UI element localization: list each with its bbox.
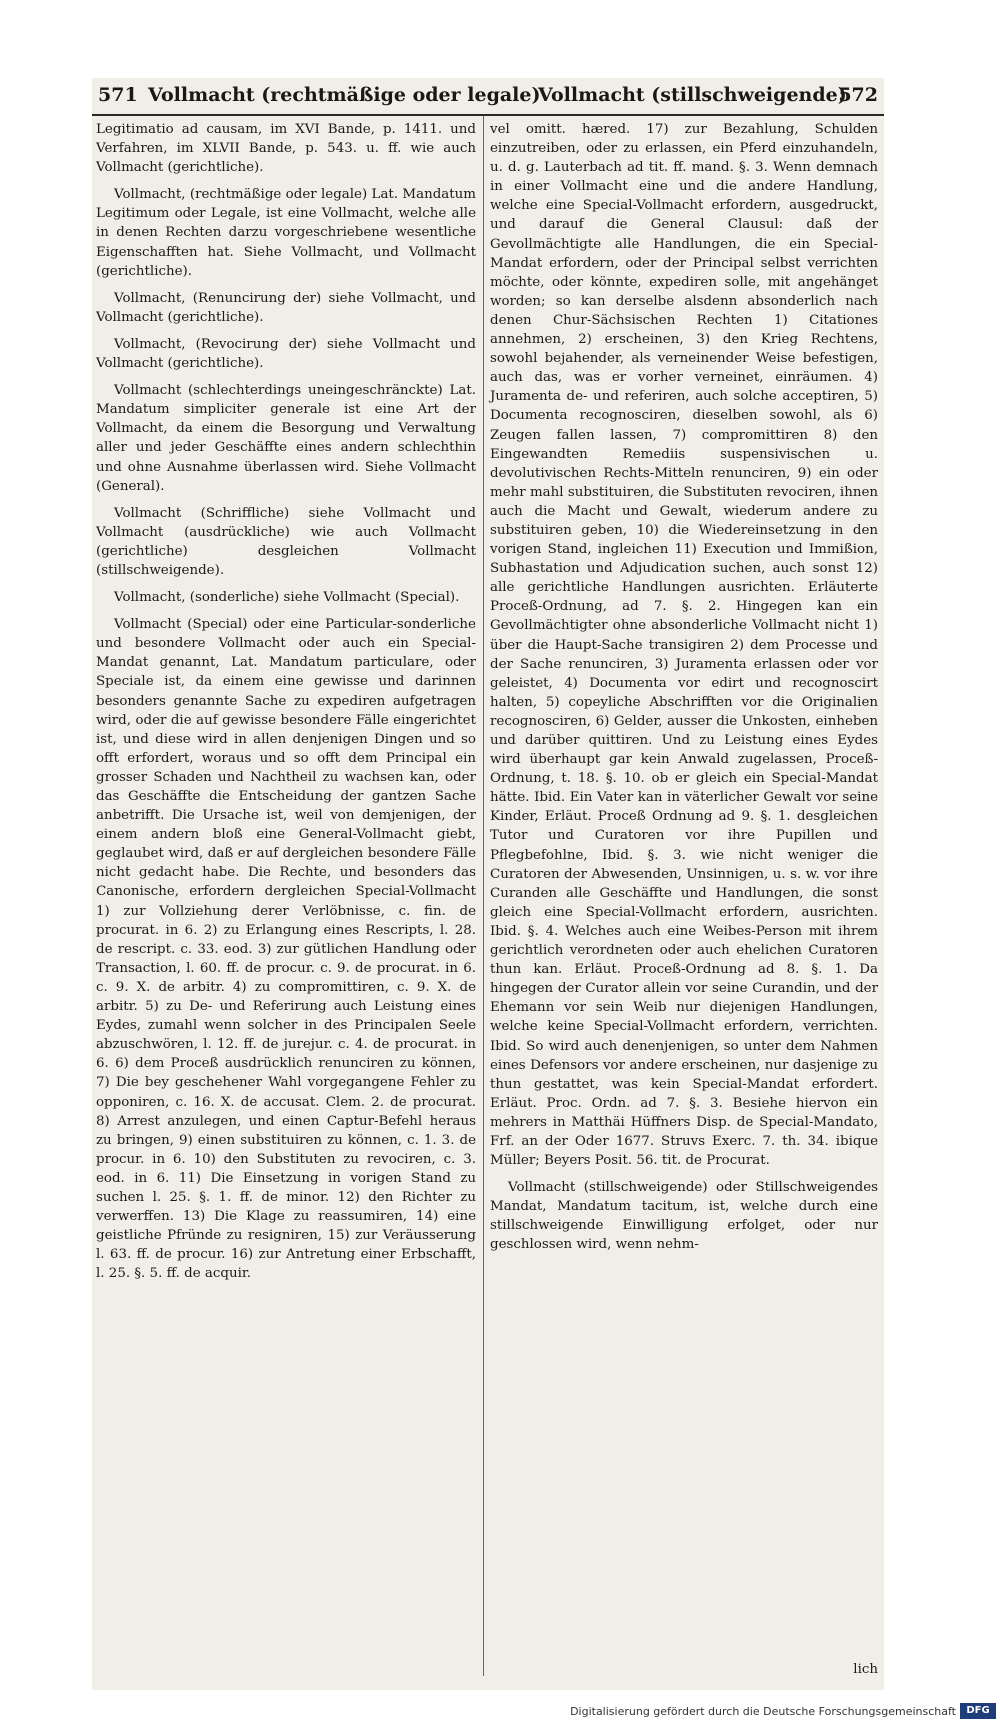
header-rule	[92, 114, 884, 116]
entry-renuncirung: Vollmacht, (Renuncirung der) siehe Vollmacht, und Vollmacht (gerichtliche).	[96, 290, 476, 325]
catchword: lich	[853, 1662, 878, 1677]
entry-sonderliche: Vollmacht, (sonderliche) siehe Vollmacht (Special).	[114, 590, 460, 606]
column-divider	[483, 116, 484, 1676]
right-running-title: Vollmacht (stillschweigende)	[538, 84, 847, 106]
left-running-title: Vollmacht (rechtmäßige oder legale)	[148, 84, 541, 106]
entry-continuation: Legitimatio ad causam, im XVI Bande, p. 1411. und Verfahren, im XLVII Bande, p. 543. u. ff. wie auch Vollmacht (gerichtliche).	[96, 122, 476, 176]
left-page-number: 571	[98, 84, 138, 106]
entry-schriffliche: Vollmacht (Schriffliche) siehe Vollmacht und Vollmacht (ausdrückliche) wie auch Vollmacht (gerichtliche) desgleichen Vollmacht (stillschweigende).	[96, 505, 476, 578]
right-column	[490, 120, 878, 1255]
left-column	[96, 120, 476, 1283]
entry-stillschweigende: Vollmacht (stillschweigende) oder Stillschweigendes Mandat, Mandatum tacitum, ist, welche durch eine stillschweigende Einwilligung erfolget, oder nur geschlossen wird, wenn nehm-	[490, 1180, 878, 1253]
digitization-footer	[0, 1702, 1000, 1722]
footer-credit: Digitalisierung gefördert durch die Deutsche Forschungsgemeinschaft	[570, 1705, 956, 1718]
book-page	[92, 78, 884, 1690]
right-page-number: 572	[838, 84, 878, 106]
entry-revocirung: Vollmacht, (Revocirung der) siehe Vollmacht und Vollmacht (gerichtliche).	[96, 336, 476, 372]
running-header	[92, 78, 884, 114]
entry-special-continued: vel omitt. hæred. 17) zur Bezahlung, Schulden einzutreiben, oder zu erlassen, ein Pferd einzuhandeln, u. d. g. Lauterbach ad tit. ff. mand. §. 3. Wenn demnach in einer Vollmacht eine und die andere Handlung, welche eine Special-Vollmacht erfordern, ausgedruckt, und darauf die General Clausul: daß der Gevollmächtigte alle Handlungen, die ein Special-Mandat erfordern, oder der Principal selbst verrichten möchte, oder könnte, expediren solle, mit angehänget worden; so kan derselbe alsdenn absonderlich nach denen Chur-Sächsischen Rechten 1) Citationes annehmen, 2) erscheinen, 3) den Krieg Rechtens, sowohl bejahender, als verneinender Weise befestigen, auch das, was er vorher verneinet, einräumen. 4) Juramenta de- und referiren, auch solche acceptiren, 5) Documenta recognosciren, dieselben sowohl, als 6) Zeugen fallen lassen, 7) compromittiren 8) den Eingewandten Remediis suspensivischen u. devolutivischen Rechts-Mitteln renunciren, 9) ein oder mehr mahl substituiren, die Substituten revociren, ihnen auch die Macht und Gewalt, wiederum andere zu substituiren geben, 10) die Wiedereinsetzung in den vorigen Stand, ingleichen 11) Execution und Immißion, Subhastation und Adjudication suchen, auch sonst 12) alle gerichtliche Handlungen ausrichten. Erläuterte Proceß-Ordnung, ad 7. §. 2. Hingegen kan ein Gevollmächtigter ohne absonderliche Vollmacht nicht 1) über die Haupt-Sache transigiren 2) dem Processe und der Sache renunciren, 3) Juramenta erlassen oder vor geleistet, 4) Documenta vor edirt und recognoscirt halten, 5) copeyliche Abschrifften vor die Originalien recognosciren, 6) Gelder, ausser die Unkosten, einheben und darüber quittiren. Und zu Leistung eines Eydes wird überhaupt gar kein Anwald zugelassen, Proceß-Ordnung, t. 18. §. 10. ob er gleich ein Special-Mandat hätte. Ibid. Ein Vater kan in väterlicher Gewalt vor seine Kinder, Erläut. Proceß Ordnung ad 9. §. 1. desgleichen Tutor und Curatoren vor ihre Pupillen und Pflegbefohlne, Ibid. §. 3. wie nicht weniger die Curatoren der Abwesenden, Unsinnigen, u. s. w. vor ihre Curanden alle Geschäffte und Handlungen, die sonst gleich eine Special-Vollmacht erfordern, ausrichten. Ibid. §. 4. Welches auch eine Weibes-Person mit ihrem gerichtlich verordneten oder auch ehelichen Curatoren thun kan. Erläut. Proceß-Ordnung ad 8. §. 1. Da hingegen der Curator allein vor seine Curandin, und der Ehemann vor sein Weib nur diejenigen Handlungen, welche keine Special-Vollmacht erfordern, verrichten. Ibid. So wird auch denenjenigen, so unter dem Nahmen eines Defensors vor andere erscheinen, nur dasjenige zu thun gestattet, was kein Special-Mandat erfordert. Erläut. Proc. Ordn. ad 7. §. 3. Besiehe hiervon ein mehrers in Matthäi Hüffners Disp. de Special-Mandato, Frf. an der Oder 1677. Struvs Exerc. 7. th. 34. ibique Müller; Beyers Posit. 56. tit. de Procurat.	[490, 122, 878, 1169]
dfg-logo: DFG	[960, 1703, 996, 1719]
entry-rechtmaessige: Vollmacht, (rechtmäßige oder legale) Lat. Mandatum Legitimum oder Legale, ist eine Vollmacht, welche alle in denen Rechten darzu vorgeschriebene wesentliche Eigenschafften hat. Siehe Vollmacht, und Vollmacht (gerichtliche).	[96, 187, 476, 279]
entry-special: Vollmacht (Special) oder eine Particular-sonderliche und besondere Vollmacht oder auch ein Special-Mandat genannt, Lat. Mandatum particulare, oder Speciale ist, da einem eine gewisse und darinnen besonders genannte Sache zu expediren aufgetragen wird, oder die auf gewisse besondere Fälle eingerichtet ist, und diese wird in allen denjenigen Dingen und so offt erfordert, woraus und so offt dem Principal ein grosser Schaden und Nachtheil zu wachsen kan, oder das Geschäffte die Entscheidung der gantzen Sache anbetrifft. Die Ursache ist, weil von demjenigen, der einem andern bloß eine General-Vollmacht giebt, geglaubet wird, daß er auf dergleichen besondere Fälle nicht gedacht habe. Die Rechte, und besonders das Canonische, erfordern dergleichen Special-Vollmacht 1) zur Vollziehung derer Verlöbnisse, c. fin. de procurat. in 6. 2) zu Erlangung eines Rescripts, l. 28. de rescript. c. 33. eod. 3) zur gütlichen Handlung oder Transaction, l. 60. ff. de procur. c. 9. de procurat. in 6. c. 9. X. de arbitr. 4) zu compromittiren, c. 9. X. de arbitr. 5) zu De- und Referirung auch Leistung eines Eydes, zumahl wenn solcher in des Principalen Seele abzuschwören, l. 12. ff. de jurejur. c. 4. de procurat. in 6. 6) dem Proceß ausdrücklich renunciren zu können, 7) Die bey geschehener Wahl vorgegangene Fehler zu opponiren, c. 16. X. de accusat. Clem. 2. de procurat. 8) Arrest anzulegen, und einen Captur-Befehl heraus zu bringen, 9) einen substituiren zu können, c. 1. 3. de procur. in 6. 10) den Substituten zu revociren, c. 3. eod. in 6. 11) Die Einsetzung in vorigen Stand zu suchen l. 25. §. 1. ff. de minor. 12) den Richter zu verwerffen. 13) Die Klage zu reassumiren, 14) eine geistliche Pfründe zu resigniren, 15) zur Veräusserung l. 63. ff. de procur. 16) zur Antretung einer Erbschafft, l. 25. §. 5. ff. de acquir.	[96, 617, 476, 1282]
entry-schlechterdings: Vollmacht (schlechterdings uneingeschränckte) Lat. Mandatum simpliciter generale ist eine Art der Vollmacht, da einem die Besorgung und Verwaltung aller und jeder Geschäffte eines andern schlechthin und ohne Ausnahme überlassen wird. Siehe Vollmacht (General).	[96, 383, 476, 494]
